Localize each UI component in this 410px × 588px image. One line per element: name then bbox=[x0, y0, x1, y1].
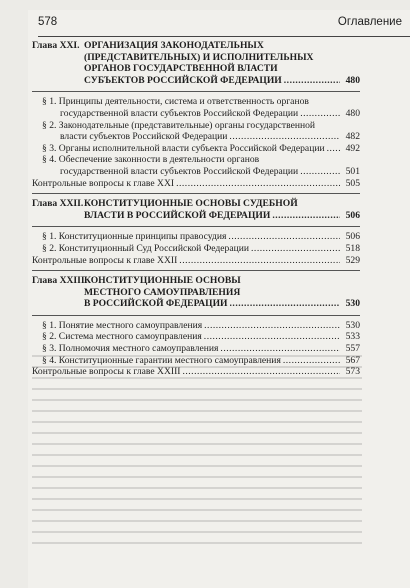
chapter-title-line: ОРГАНИЗАЦИЯ ЗАКОНОДАТЕЛЬНЫХ bbox=[84, 40, 264, 51]
toc-questions bbox=[32, 255, 360, 267]
entry-title-cont: власти субъектов Российской Федерации bbox=[60, 131, 228, 143]
entry-title: § 4. Обеспечение законности в деятельности органов bbox=[42, 154, 260, 166]
entry-title: § 4. Конституционные гарантии местного самоуправления bbox=[42, 354, 281, 366]
chapter-title-line: МЕСТНОГО САМОУПРАВЛЕНИЯ bbox=[84, 286, 241, 298]
entry-title: § 3. Органы исполнительной власти субъекта Российской Федерации bbox=[42, 142, 325, 154]
dot-leader bbox=[179, 255, 340, 267]
toc-entry bbox=[32, 320, 360, 332]
chapter-label: Глава XXIII. bbox=[32, 275, 88, 287]
entry-page: 506 bbox=[345, 231, 360, 243]
questions-title: Контрольные вопросы к главе XXII bbox=[32, 254, 178, 266]
entry-page: 492 bbox=[345, 142, 360, 154]
questions-title: Контрольные вопросы к главе XXI bbox=[32, 177, 175, 189]
entry-title: § 3. Полномочия местного самоуправления bbox=[42, 343, 219, 355]
toc-questions bbox=[32, 178, 360, 190]
entry-page: 482 bbox=[345, 131, 360, 143]
entry-page: 529 bbox=[345, 254, 360, 266]
entry-title-cont: государственной власти субъектов Российской Федерации bbox=[60, 165, 299, 177]
chapter-title-line: В РОССИЙСКОЙ ФЕДЕРАЦИИ bbox=[84, 298, 228, 310]
chapter-title-line: (ПРЕДСТАВИТЕЛЬНЫХ) И ИСПОЛНИТЕЛЬНЫХ bbox=[84, 51, 314, 63]
toc-entry bbox=[32, 96, 360, 119]
entry-title: § 1. Понятие местного самоуправления bbox=[42, 319, 203, 331]
entry-page: 533 bbox=[345, 331, 360, 343]
dot-leader bbox=[300, 108, 340, 120]
dot-leader bbox=[229, 131, 340, 143]
chapter-page: 480 bbox=[345, 74, 360, 86]
dot-leader bbox=[327, 143, 340, 155]
entry-title: § 2. Законодательные (представительные) органы государственной bbox=[42, 119, 316, 131]
running-header bbox=[38, 16, 410, 38]
chapter-title-line: ОРГАНОВ ГОСУДАРСТВЕННОЙ ВЛАСТИ bbox=[84, 63, 278, 75]
dot-leader bbox=[300, 166, 340, 178]
entry-page: 480 bbox=[345, 107, 360, 119]
divider bbox=[32, 315, 360, 316]
dot-leader bbox=[176, 178, 340, 190]
dot-leader bbox=[272, 210, 340, 222]
section-title: Оглавление bbox=[337, 16, 402, 28]
questions-title: Контрольные вопросы к главе XXIII bbox=[32, 366, 181, 378]
dot-leader bbox=[230, 298, 340, 310]
divider bbox=[32, 91, 360, 92]
dot-leader bbox=[228, 231, 340, 243]
entry-page: 518 bbox=[345, 242, 360, 254]
header-rule bbox=[38, 36, 410, 37]
entry-title-cont: государственной власти субъектов Российской Федерации bbox=[60, 107, 299, 119]
chapter-label: Глава XXII. bbox=[32, 198, 84, 210]
entry-page: 530 bbox=[345, 319, 360, 331]
toc-entry bbox=[32, 154, 360, 177]
chapter-label: Глава XXI. bbox=[32, 40, 80, 51]
toc-entry bbox=[32, 243, 360, 255]
entry-title: § 2. Конституционный Суд Российской Федерации bbox=[42, 242, 250, 254]
toc-entry bbox=[32, 231, 360, 243]
entry-title: § 2. Система местного самоуправления bbox=[42, 331, 202, 343]
dot-leader bbox=[204, 331, 340, 343]
chapter-title-line: КОНСТИТУЦИОННЫЕ ОСНОВЫ bbox=[84, 275, 241, 287]
dot-leader bbox=[284, 75, 340, 87]
page-number: 578 bbox=[38, 16, 58, 28]
dot-leader bbox=[220, 343, 340, 355]
chapter-title-line: СУБЪЕКТОВ РОССИЙСКОЙ ФЕДЕРАЦИИ bbox=[84, 74, 282, 86]
chapter-heading bbox=[32, 275, 360, 310]
divider bbox=[32, 193, 360, 194]
entry-page: 573 bbox=[345, 366, 360, 378]
entry-page: 505 bbox=[345, 177, 360, 189]
entry-title: § 1. Принципы деятельности, система и ответственность органов bbox=[42, 96, 309, 108]
toc-entry bbox=[32, 331, 360, 343]
chapter-title-line: КОНСТИТУЦИОННЫЕ ОСНОВЫ СУДЕБНОЙ bbox=[84, 198, 298, 210]
entry-title: § 1. Конституционные принципы правосудия bbox=[42, 231, 227, 243]
entry-page: 557 bbox=[345, 343, 360, 355]
chapter-page: 530 bbox=[345, 298, 360, 310]
chapter-heading bbox=[32, 198, 360, 221]
entry-page: 567 bbox=[345, 354, 360, 366]
divider bbox=[32, 226, 360, 227]
dot-leader bbox=[204, 320, 340, 332]
show-through-text bbox=[32, 355, 362, 575]
table-of-contents bbox=[32, 40, 360, 382]
entry-page: 501 bbox=[345, 165, 360, 177]
chapter-title-line: ВЛАСТИ В РОССИЙСКОЙ ФЕДЕРАЦИИ bbox=[84, 209, 271, 221]
dot-leader bbox=[251, 243, 340, 255]
divider bbox=[32, 270, 360, 271]
toc-entry bbox=[32, 343, 360, 355]
toc-entry bbox=[32, 120, 360, 143]
chapter-heading bbox=[32, 40, 360, 86]
chapter-page: 506 bbox=[345, 209, 360, 221]
toc-entry bbox=[32, 143, 360, 155]
